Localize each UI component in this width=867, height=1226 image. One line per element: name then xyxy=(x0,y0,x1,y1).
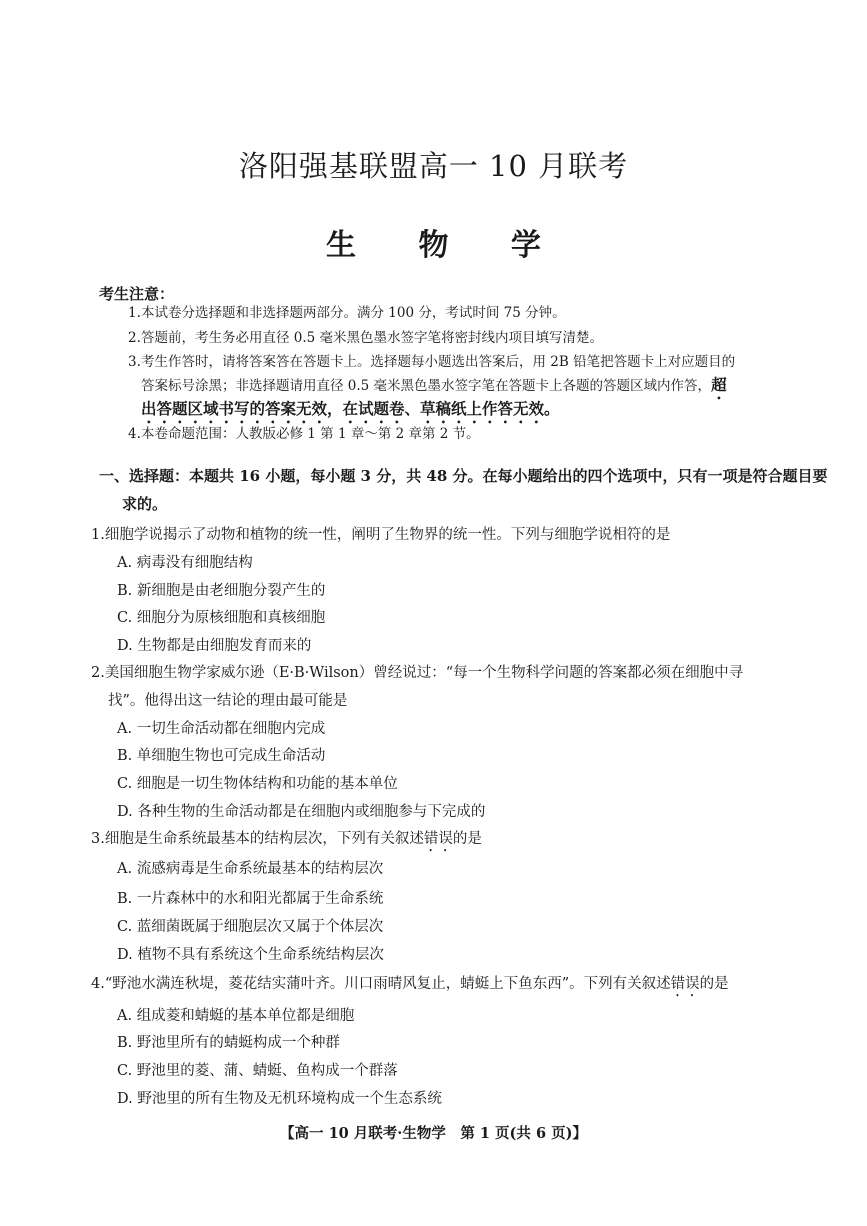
option-a: A. 病毒没有细胞结构 xyxy=(117,555,253,571)
option-c: C. 蓝细菌既属于细胞层次又属于个体层次 xyxy=(117,919,384,935)
option-d: D. 野池里的所有生物及无机环境构成一个生态系统 xyxy=(117,1091,442,1107)
option-d: D. 生物都是由细胞发育而来的 xyxy=(117,638,312,654)
notice-item-text: 考生作答时，请将答案答在答题卡上。选择题每小题选出答案后，用 2B 铅笔把答题卡上对应题目的 xyxy=(141,354,736,370)
subject-title: 生 物 学 xyxy=(326,228,567,263)
section-heading-continued: 求的。 xyxy=(122,495,168,513)
notice-item-number: 4. xyxy=(128,426,141,442)
question-stem-text: 4.“野池水满连秋堤，菱花结实蒲叶齐。川口雨晴风复止，蜻蜓上下鱼东西”。下列有关叙述 xyxy=(91,976,671,992)
question-stem-text: 的是 xyxy=(699,976,729,992)
notice-item-number: 2. xyxy=(128,330,141,346)
option-c: C. 细胞是一切生物体结构和功能的基本单位 xyxy=(117,776,398,792)
option-b: B. 单细胞生物也可完成生命活动 xyxy=(117,748,326,764)
notice-item-text: 答题前，考生务必用直径 0.5 毫米黑色墨水签字笔将密封线内项目填写清楚。 xyxy=(141,330,604,346)
notice-heading: 考生注意： xyxy=(99,285,175,303)
emphasized-word: 错误 xyxy=(670,976,700,992)
question-stem: 1.细胞学说揭示了动物和植物的统一性，阐明了生物界的统一性。下列与细胞学说相符的是 xyxy=(91,527,671,543)
notice-item-number: 1. xyxy=(128,305,141,321)
option-b: B. 一片森林中的水和阳光都属于生命系统 xyxy=(117,891,384,907)
option-d: D. 各种生物的生命活动都是在细胞内或细胞参与下完成的 xyxy=(117,804,486,820)
option-b: B. 野池里所有的蜻蜓构成一个种群 xyxy=(117,1035,340,1051)
question-stem xyxy=(91,827,781,855)
option-a: A. 一切生命活动都在细胞内完成 xyxy=(117,721,326,737)
exam-title: 洛阳强基联盟高一 10 月联考 xyxy=(238,149,629,183)
notice-item-number: 3. xyxy=(128,354,141,370)
option-c: C. 细胞分为原核细胞和真核细胞 xyxy=(117,610,326,626)
warning-text: 超 xyxy=(711,376,727,394)
warning-text: 出答题区域书写的答案无效，在试题卷、草稿纸上作答无效。 xyxy=(141,400,560,418)
option-c: C. 野池里的菱、蒲、蜻蜓、鱼构成一个群落 xyxy=(117,1063,398,1079)
section-heading: 一、选择题：本题共 16 小题，每小题 3 分，共 48 分。在每小题给出的四个选项中，只有一项是符合题目要 xyxy=(99,467,828,485)
question-stem-text: 3.细胞是生命系统最基本的结构层次，下列有关叙述 xyxy=(91,831,424,847)
question-stem xyxy=(91,972,781,1000)
question-stem-text: 的是 xyxy=(452,831,482,847)
page-footer: 【高一 10 月联考·生物学 第 1 页(共 6 页)】 xyxy=(280,1125,587,1142)
question-stem: 2.美国细胞生物学家威尔逊（E·B·Wilson）曾经说过：“每一个生物科学问题的答案都必须在细胞中寻 xyxy=(91,665,744,681)
option-a: A. 流感病毒是生命系统最基本的结构层次 xyxy=(117,861,384,877)
question-stem-continued: 找”。他得出这一结论的理由最可能是 xyxy=(108,693,348,709)
notice-item-text: 本卷命题范围：人教版必修 1 第 1 章～第 2 章第 2 节。 xyxy=(141,426,480,442)
option-a: A. 组成菱和蜻蜓的基本单位都是细胞 xyxy=(117,1008,355,1024)
option-b: B. 新细胞是由老细胞分裂产生的 xyxy=(117,583,326,599)
notice-item-text: 本试卷分选择题和非选择题两部分。满分 100 分，考试时间 75 分钟。 xyxy=(141,305,566,321)
option-d: D. 植物不具有系统这个生命系统结构层次 xyxy=(117,947,384,963)
emphasized-word: 错误 xyxy=(423,831,453,847)
notice-item-text: 答案标号涂黑；非选择题请用直径 0.5 毫米黑色墨水签字笔在答题卡上各题的答题区域内作答， xyxy=(141,378,712,394)
